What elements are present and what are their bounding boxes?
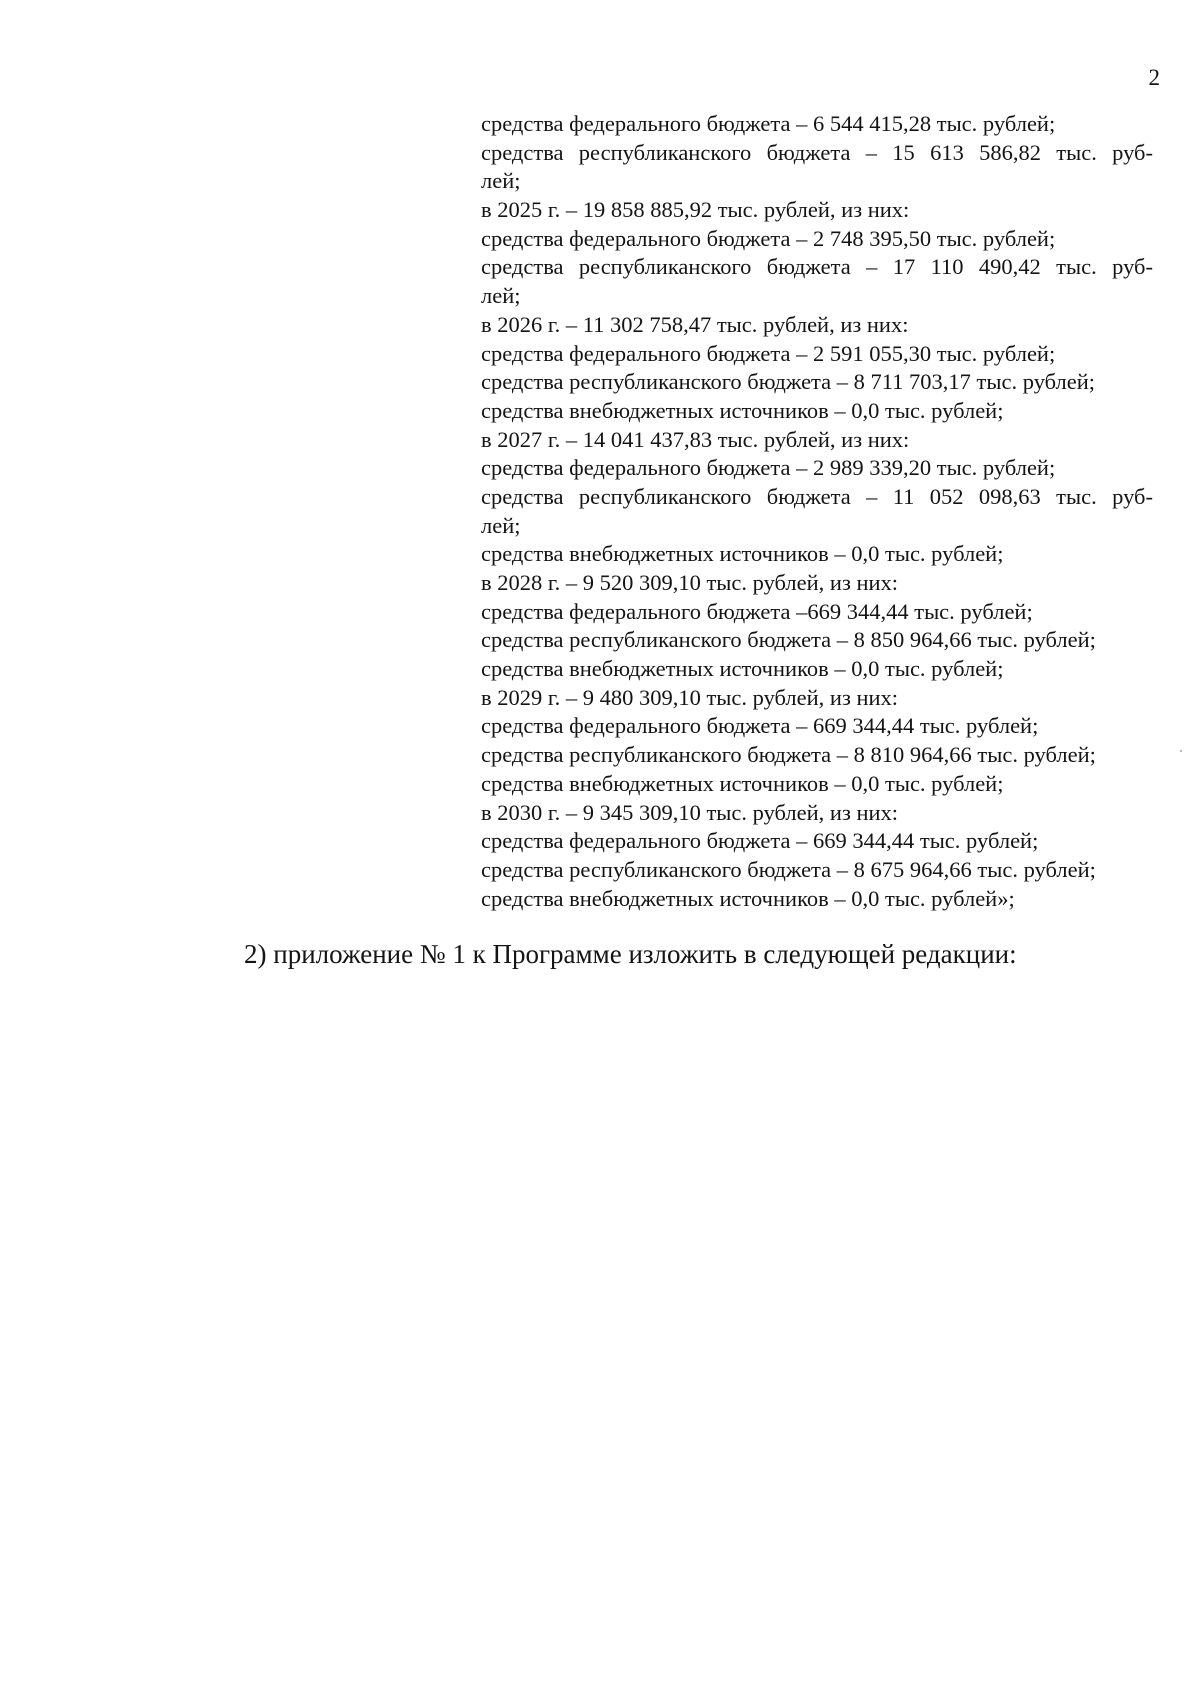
scan-speck xyxy=(1180,750,1182,752)
financing-line: средства республиканского бюджета – 8 850 964,66 тыс. рублей; xyxy=(481,627,1096,653)
financing-line: средства республиканского бюджета – 8 711 703,17 тыс. рублей; xyxy=(481,369,1096,395)
financing-line: в 2027 г. – 14 041 437,83 тыс. рублей, из них: xyxy=(481,426,910,452)
financing-line: средства республиканского бюджета – 8 810 964,66 тыс. рублей; xyxy=(481,742,1096,768)
financing-line: лей; xyxy=(481,512,521,538)
financing-line: средства внебюджетных источников – 0,0 тыс. рублей; xyxy=(481,397,1004,423)
financing-line: средства республиканского бюджета – 15 613 586,82 тыс. руб- xyxy=(481,139,1153,165)
financing-line: средства федерального бюджета – 2 989 339,20 тыс. рублей; xyxy=(481,455,1056,481)
financing-line: средства республиканского бюджета – 17 110 490,42 тыс. руб- xyxy=(481,254,1153,280)
financing-line: в 2029 г. – 9 480 309,10 тыс. рублей, из них: xyxy=(481,684,899,710)
financing-line: в 2028 г. – 9 520 309,10 тыс. рублей, из них: xyxy=(481,570,899,595)
financing-line: средства федерального бюджета – 2 748 395,50 тыс. рублей; xyxy=(481,225,1056,251)
amendment-item-2: 2) приложение № 1 к Программе изложить в следующей редакции: xyxy=(244,939,1017,969)
financing-line: в 2026 г. – 11 302 758,47 тыс. рублей, из них: xyxy=(481,311,909,337)
financing-line: средства внебюджетных источников – 0,0 тыс. рублей; xyxy=(481,541,1004,567)
financing-line: средства республиканского бюджета – 11 052 098,63 тыс. руб- xyxy=(481,483,1153,509)
financing-line: средства федерального бюджета – 2 591 055,30 тыс. рублей; xyxy=(481,340,1056,366)
page-number: 2 xyxy=(1148,65,1160,90)
financing-line: средства федерального бюджета – 669 344,44 тыс. рублей; xyxy=(481,828,1039,854)
financing-line: лей; xyxy=(481,283,521,309)
financing-line: средства внебюджетных источников – 0,0 тыс. рублей»; xyxy=(481,885,1015,911)
financing-line: средства федерального бюджета – 669 344,44 тыс. рублей; xyxy=(481,713,1039,739)
financing-line: средства внебюджетных источников – 0,0 тыс. рублей; xyxy=(481,770,1004,796)
financing-line: в 2025 г. – 19 858 885,92 тыс. рублей, из них: xyxy=(481,197,910,223)
financing-line: средства внебюджетных источников – 0,0 тыс. рублей; xyxy=(481,656,1004,682)
financing-line: средства федерального бюджета –669 344,44 тыс. рублей; xyxy=(481,598,1033,624)
financing-line: лей; xyxy=(481,168,521,194)
financing-breakdown xyxy=(481,110,1153,913)
financing-line: в 2030 г. – 9 345 309,10 тыс. рублей, из них: xyxy=(481,799,899,825)
financing-line: средства федерального бюджета – 6 544 415,28 тыс. рублей; xyxy=(481,111,1056,136)
financing-line: средства республиканского бюджета – 8 675 964,66 тыс. рублей; xyxy=(481,856,1096,882)
